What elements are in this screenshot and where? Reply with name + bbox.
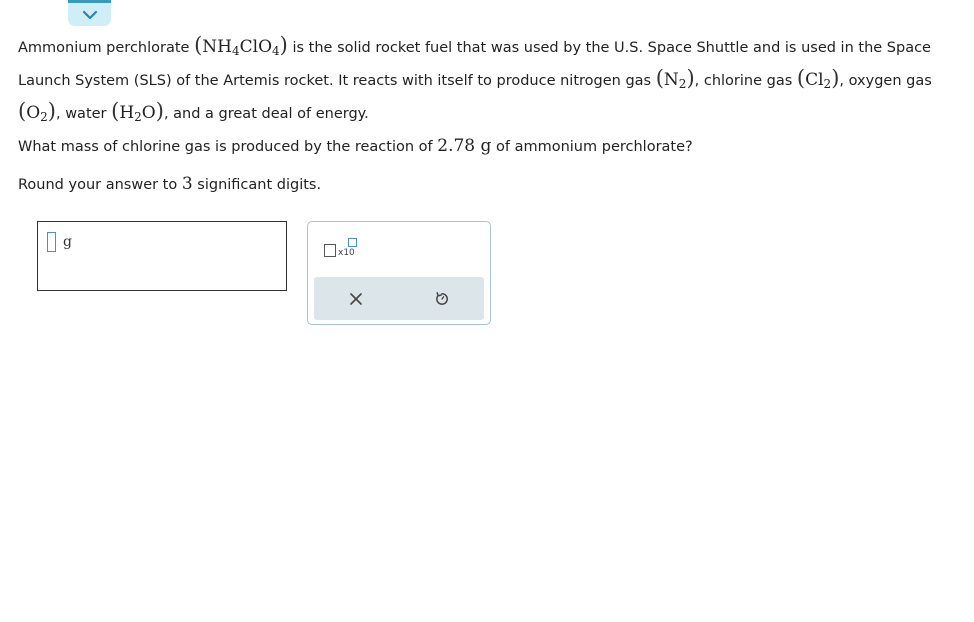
question-prompt: What mass of chlorine gas is produced by the reaction of 2.78 g of ammonium perchlorate?	[18, 136, 693, 156]
question-paragraph: Ammonium perchlorate $(NH_4ClO_4)$ is the solid rocket fuel that was used by the U.S. Space Shuttle and is used in the Space Launch System (SLS) of the Artemis rocket. It reacts with itself to produce nitrogen gas $(N_2)$, chlorine gas $(Cl_2)$, oxygen gas $(O_2)$, water $(H_2O)$, and a great deal of energy.	[18, 33, 932, 124]
question-text	[18, 30, 938, 129]
math-tool-panel	[307, 221, 491, 325]
exponent-box-icon	[348, 238, 357, 247]
undo-icon	[434, 291, 450, 307]
formula-oxygen: $O_2$	[26, 103, 48, 124]
formula-water: $H_2O$	[119, 103, 156, 124]
collapse-tab[interactable]	[68, 0, 111, 26]
sig-fig-count: 3	[181, 174, 193, 194]
formula-chlorine: $Cl_2$	[805, 70, 832, 91]
unit-label: g	[63, 234, 72, 250]
answer-input[interactable]	[47, 232, 56, 252]
answer-box	[37, 221, 287, 291]
clear-button[interactable]	[344, 287, 368, 311]
mantissa-box-icon	[324, 244, 336, 257]
scientific-notation-button[interactable]: x10	[322, 237, 362, 265]
rounding-instruction: Round your answer to 3 significant digits.	[18, 174, 322, 194]
formula-ammonium-perchlorate: $NH_4ClO_4$	[202, 37, 280, 58]
given-mass: 2.78 g	[437, 136, 492, 156]
tool-bar	[314, 277, 484, 320]
chevron-down-icon	[82, 10, 98, 20]
close-icon	[349, 292, 363, 306]
formula-nitrogen: $N_2$	[663, 70, 687, 91]
undo-button[interactable]	[430, 287, 454, 311]
